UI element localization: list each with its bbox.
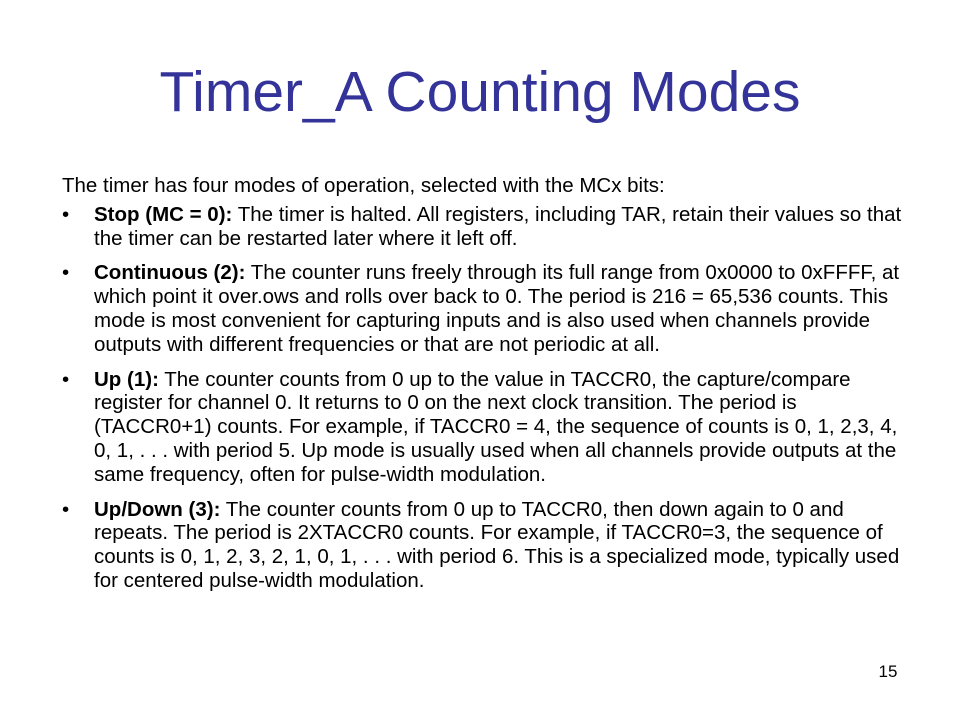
mode-label: Stop (MC = 0): [94, 202, 233, 226]
slide-content [62, 174, 912, 604]
bullet-icon: • [62, 261, 70, 285]
bullet-icon: • [62, 202, 70, 226]
mode-label: Up/Down (3): [94, 497, 221, 521]
mode-description: The counter counts from 0 up to TACCR0, then down again to 0 and repeats. The period is 2XTACCR0 counts. For example, if TACCR0=3, the sequence of counts is 0, 1, 2, 3, 2, 1, 0, 1, . . . with period 6. This is a specialized mode, typically used for centered pulse-width modulation. [94, 497, 900, 592]
list-item-up-down-mode [62, 498, 912, 593]
bullet-icon: • [62, 497, 70, 521]
intro-text: The timer has four modes of operation, selected with the MCx bits: [62, 174, 665, 197]
mode-description: The counter runs freely through its full range from 0x0000 to 0xFFFF, at which point it over.ows and rolls over back to 0. The period is 216 = 65,536 counts. This mode is most convenient for capturing inputs and is also used when channels provide outputs with different frequencies or that are not periodic at all. [94, 261, 900, 356]
page-number: 15 [878, 662, 898, 681]
list-item-up-mode [62, 368, 912, 487]
mode-label: Up (1): [94, 367, 159, 391]
list-item-stop-mode [62, 203, 912, 251]
modes-list [62, 203, 912, 593]
bullet-icon: • [62, 367, 70, 391]
mode-description: The timer is halted. All registers, including TAR, retain their values so that the timer can be restarted later where it left off. [94, 202, 902, 250]
list-item-continuous-mode [62, 261, 912, 356]
slide-title: Timer_A Counting Modes [159, 60, 801, 124]
mode-label: Continuous (2): [94, 261, 246, 285]
mode-description: The counter counts from 0 up to the value in TACCR0, the capture/compare register for channel 0. It returns to 0 on the next clock transition. The period is (TACCR0+1) counts. For example, if TACCR0 = 4, the sequence of counts is 0, 1, 2,3, 4, 0, 1, . . . with period 5. Up mode is usually used when all channels provide outputs at the same frequency, often for pulse-width modulation. [94, 367, 898, 486]
